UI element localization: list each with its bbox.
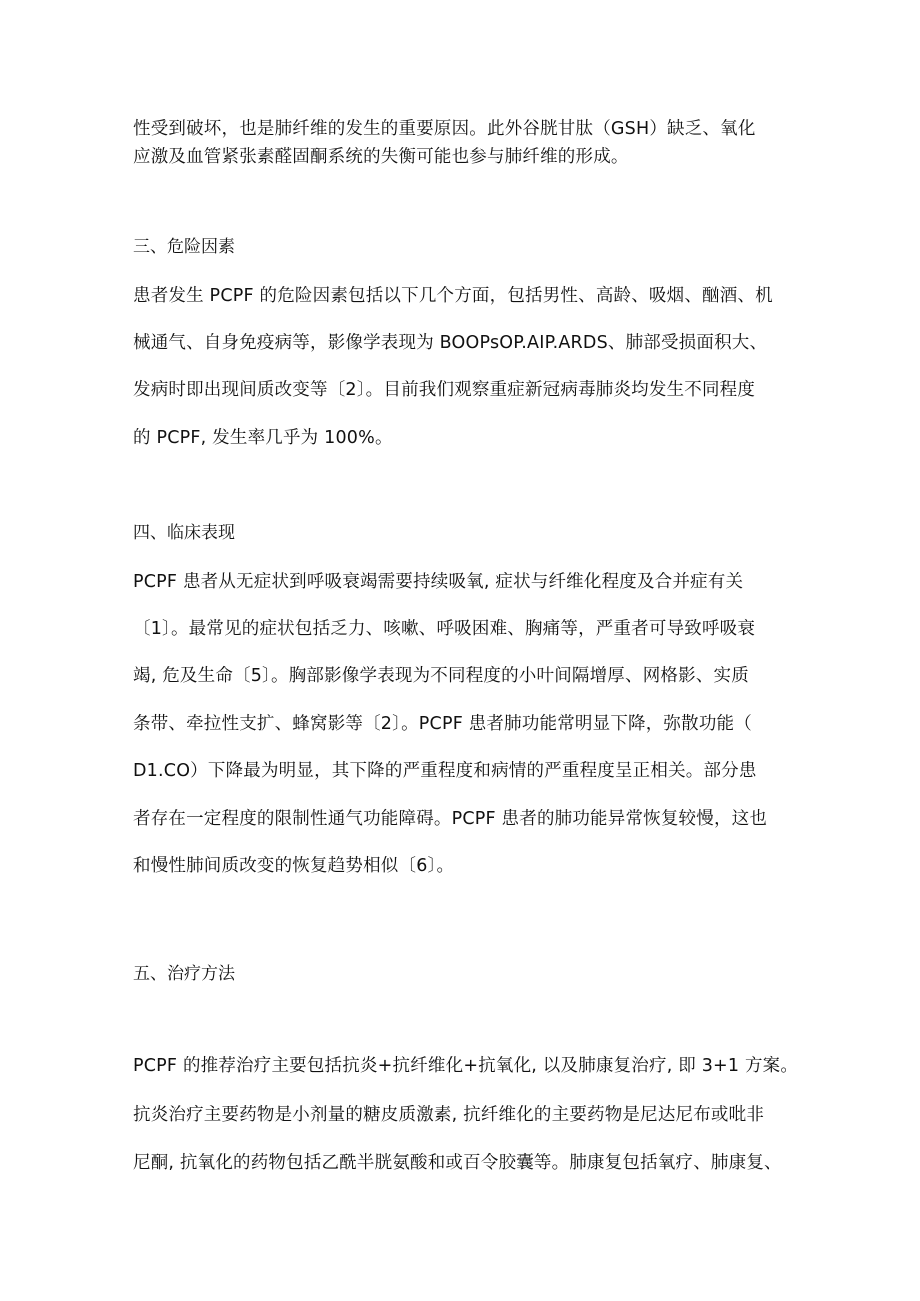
paragraph-line: D1.CO）下降最为明显，其下降的严重程度和病情的严重程度呈正相关。部分患 [133, 761, 757, 781]
paragraph-line: 竭, 危及生命〔5〕。胸部影像学表现为不同程度的小叶间隔增厚、网格影、实质 [133, 666, 749, 686]
paragraph-line: 性受到破坏，也是肺纤维的发生的重要原因。此外谷胱甘肽（GSH）缺乏、氧化 [133, 119, 756, 139]
paragraph-line: 应激及血管紧张素醛固酮系统的失衡可能也参与肺纤维的形成。 [133, 147, 629, 167]
paragraph-line: 尼酮, 抗氧化的药物包括乙酰半胱氨酸和或百令胶囊等。肺康复包括氧疗、肺康复、 [133, 1153, 782, 1173]
paragraph-line: 械通气、自身免疫病等，影像学表现为 BOOPsOP.AIP.ARDS、肺部受损面积大、 [133, 333, 768, 353]
section-heading-clinical: 四、临床表现 [133, 523, 235, 543]
section-heading-risk-factors: 三、危险因素 [133, 237, 235, 257]
paragraph-line: 者存在一定程度的限制性通气功能障碍。PCPF 患者的肺功能异常恢复较慢，这也 [133, 809, 768, 829]
paragraph-line: PCPF 患者从无症状到呼吸衰竭需要持续吸氧, 症状与纤维化程度及合并症有关 [133, 572, 744, 592]
section-heading-treatment: 五、治疗方法 [133, 964, 235, 984]
paragraph-line: PCPF 的推荐治疗主要包括抗炎+抗纤维化+抗氧化, 以及肺康复治疗, 即 3+1 方案。 [133, 1056, 799, 1076]
paragraph-line: 条带、牵拉性支扩、蜂窝影等〔2〕。PCPF 患者肺功能常明显下降，弥散功能（ [133, 714, 752, 734]
paragraph-line: 〔1〕。最常见的症状包括乏力、咳嗽、呼吸困难、胸痛等，严重者可导致呼吸衰 [133, 619, 756, 639]
paragraph-line: 抗炎治疗主要药物是小剂量的糖皮质激素, 抗纤维化的主要药物是尼达尼布或吡非 [133, 1105, 765, 1125]
paragraph-line: 发病时即出现间质改变等〔2〕。目前我们观察重症新冠病毒肺炎均发生不同程度 [133, 380, 756, 400]
paragraph-line: 的 PCPF, 发生率几乎为 100%。 [133, 428, 393, 448]
paragraph-line: 和慢性肺间质改变的恢复趋势相似〔6〕。 [133, 856, 455, 876]
paragraph-line: 患者发生 PCPF 的危险因素包括以下几个方面，包括男性、高龄、吸烟、酗酒、机 [133, 286, 773, 306]
